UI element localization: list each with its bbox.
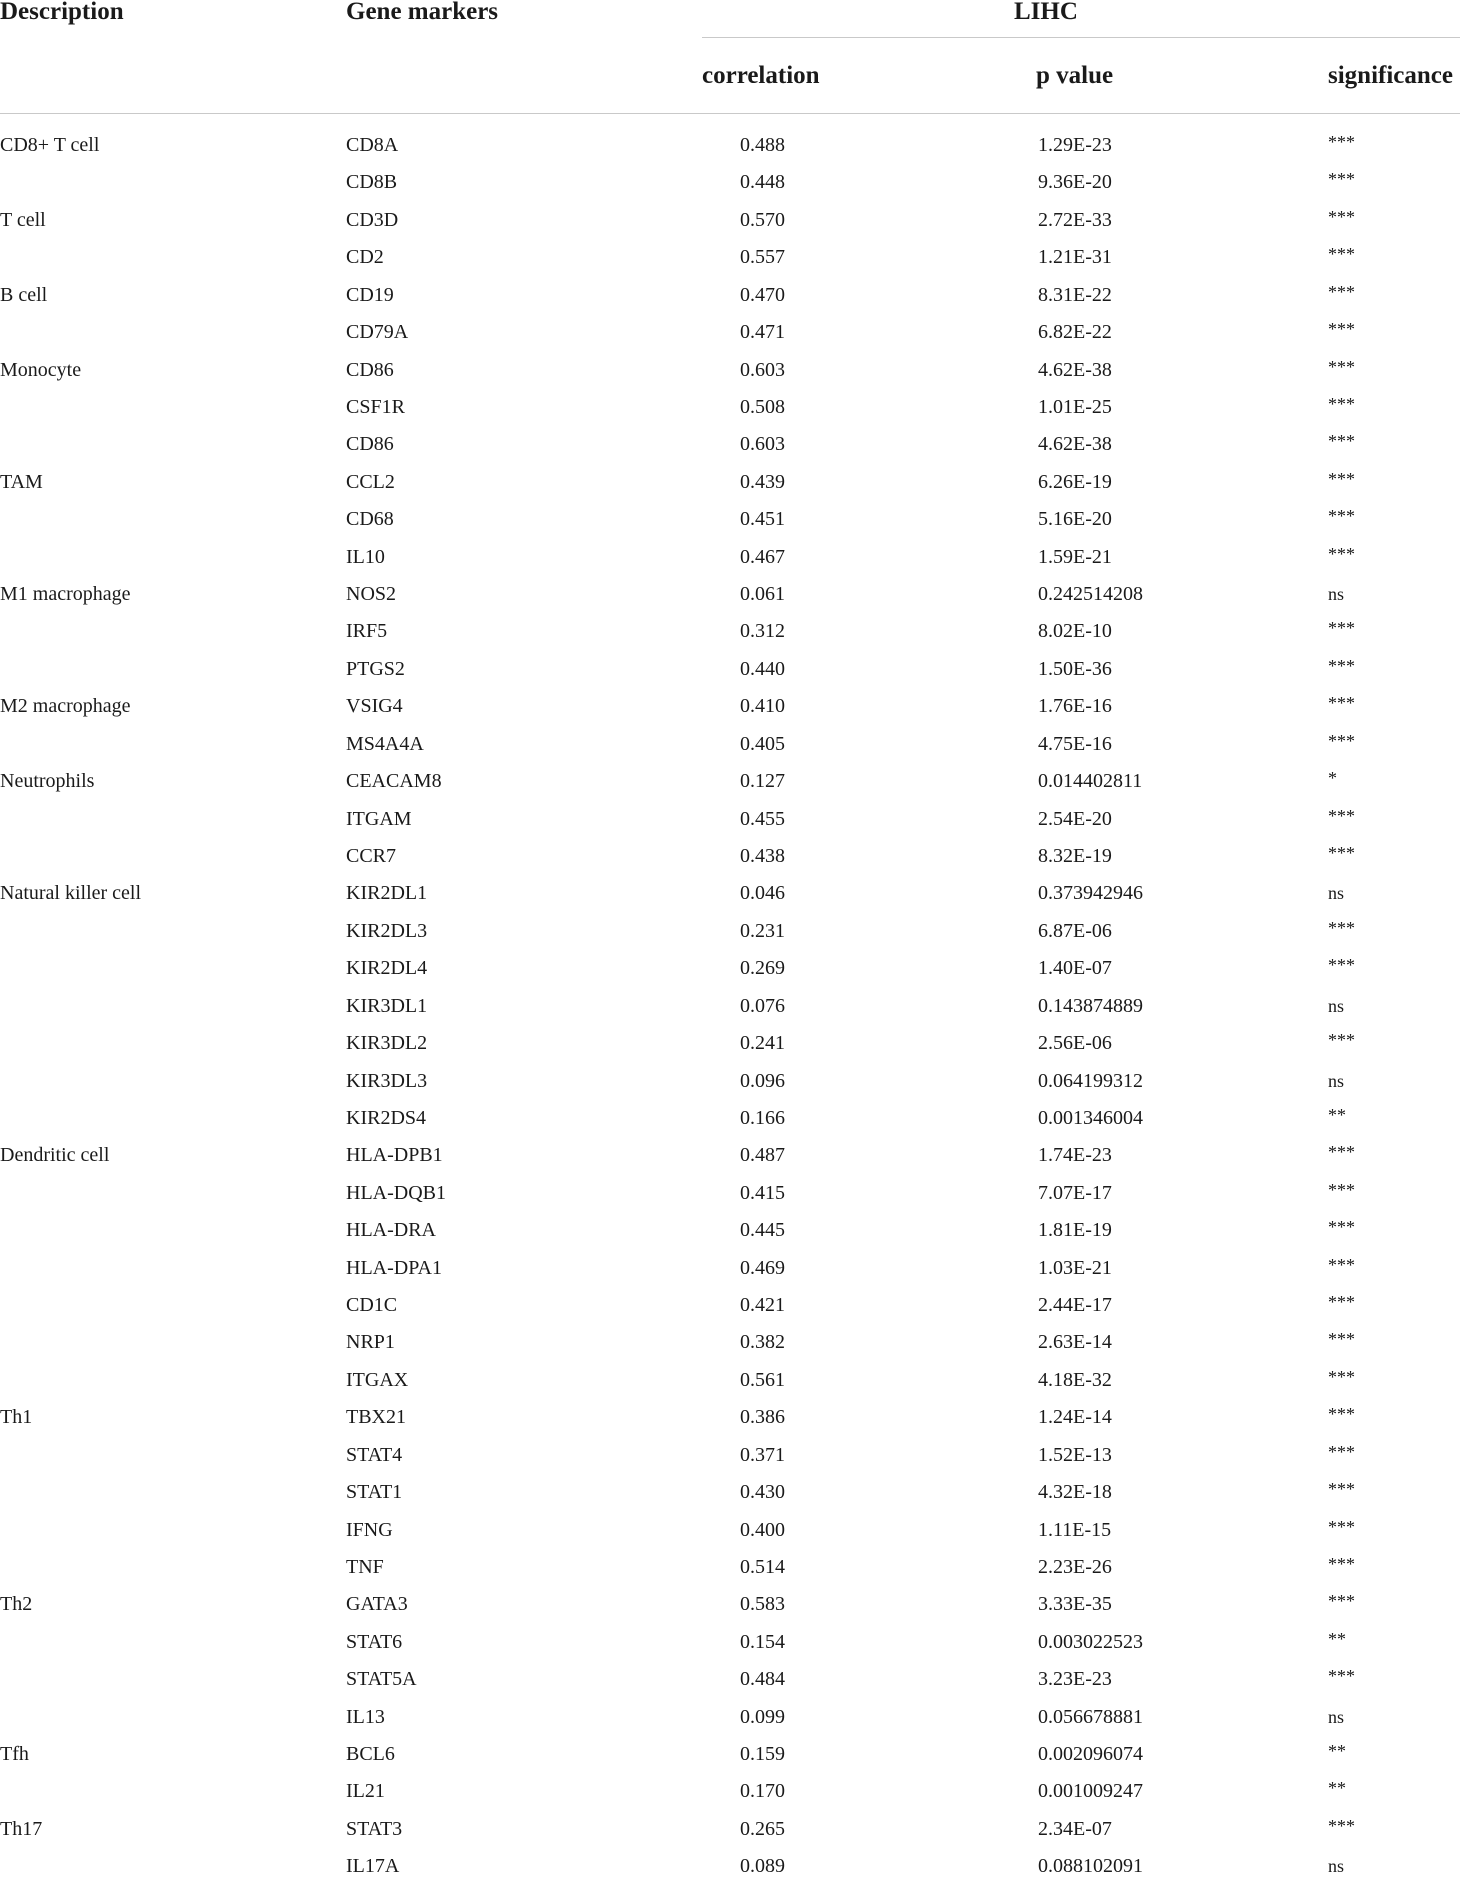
- cell-gene-marker: CCR7: [346, 845, 397, 867]
- cell-description: Th1: [0, 1406, 33, 1428]
- cell-p-value: 1.24E-14: [1038, 1406, 1112, 1428]
- cell-description: Neutrophils: [0, 770, 95, 792]
- cell-correlation: 0.410: [740, 695, 785, 717]
- cell-gene-marker: CD8B: [346, 171, 398, 193]
- cell-gene-marker: TBX21: [346, 1406, 406, 1428]
- cell-correlation: 0.400: [740, 1519, 785, 1541]
- cell-significance: ***: [1328, 1142, 1355, 1162]
- cell-gene-marker: HLA-DQB1: [346, 1182, 446, 1204]
- cell-gene-marker: STAT1: [346, 1481, 403, 1503]
- header-bottom-rule: [0, 113, 1460, 114]
- cell-correlation: 0.170: [740, 1780, 785, 1802]
- cell-p-value: 2.56E-06: [1038, 1032, 1112, 1054]
- cell-gene-marker: BCL6: [346, 1743, 395, 1765]
- cell-correlation: 0.096: [740, 1070, 785, 1092]
- cell-correlation: 0.508: [740, 396, 785, 418]
- cell-gene-marker: ITGAX: [346, 1369, 409, 1391]
- cell-significance: ns: [1328, 996, 1345, 1016]
- cell-significance: *: [1328, 768, 1337, 788]
- cell-description: Natural killer cell: [0, 882, 142, 904]
- cell-p-value: 0.064199312: [1038, 1070, 1143, 1092]
- cell-significance: **: [1328, 1105, 1346, 1125]
- cell-p-value: 2.23E-26: [1038, 1556, 1112, 1578]
- header-significance: significance: [1328, 62, 1453, 89]
- cell-significance: **: [1328, 1741, 1346, 1761]
- cell-significance: ***: [1328, 1367, 1355, 1387]
- cell-p-value: 1.81E-19: [1038, 1219, 1112, 1241]
- cell-gene-marker: STAT4: [346, 1444, 403, 1466]
- cell-correlation: 0.514: [740, 1556, 785, 1578]
- cell-p-value: 1.03E-21: [1038, 1257, 1112, 1279]
- cell-p-value: 0.001346004: [1038, 1107, 1143, 1129]
- cell-correlation: 0.469: [740, 1257, 785, 1279]
- cell-description: CD8+ T cell: [0, 134, 100, 156]
- cell-correlation: 0.241: [740, 1032, 785, 1054]
- cell-gene-marker: KIR3DL2: [346, 1032, 428, 1054]
- cell-correlation: 0.154: [740, 1631, 785, 1653]
- cell-gene-marker: MS4A4A: [346, 733, 424, 755]
- cell-gene-marker: STAT6: [346, 1631, 403, 1653]
- cell-gene-marker: KIR2DL4: [346, 957, 428, 979]
- cell-correlation: 0.415: [740, 1182, 785, 1204]
- cell-gene-marker: VSIG4: [346, 695, 403, 717]
- cell-correlation: 0.557: [740, 246, 785, 268]
- header-gene-markers: Gene markers: [346, 0, 499, 25]
- cell-correlation: 0.159: [740, 1743, 785, 1765]
- cell-correlation: 0.099: [740, 1706, 785, 1728]
- cell-p-value: 8.32E-19: [1038, 845, 1112, 867]
- cell-gene-marker: CD86: [346, 359, 394, 381]
- cell-gene-marker: IL17A: [346, 1855, 400, 1877]
- cell-p-value: 8.31E-22: [1038, 284, 1112, 306]
- cell-significance: ***: [1328, 1329, 1355, 1349]
- cell-correlation: 0.312: [740, 620, 785, 642]
- cell-gene-marker: KIR2DL1: [346, 882, 428, 904]
- cell-correlation: 0.484: [740, 1668, 785, 1690]
- cell-correlation: 0.440: [740, 658, 785, 680]
- cell-description: M1 macrophage: [0, 583, 131, 605]
- cell-p-value: 1.50E-36: [1038, 658, 1112, 680]
- cell-significance: ns: [1328, 584, 1345, 604]
- cell-gene-marker: IL21: [346, 1780, 385, 1802]
- cell-correlation: 0.583: [740, 1593, 785, 1615]
- cell-correlation: 0.603: [740, 433, 785, 455]
- group-header-rule: [702, 37, 1460, 38]
- cell-p-value: 4.75E-16: [1038, 733, 1112, 755]
- cell-correlation: 0.488: [740, 134, 785, 156]
- cell-p-value: 8.02E-10: [1038, 620, 1112, 642]
- cell-correlation: 0.439: [740, 471, 785, 493]
- cell-gene-marker: TNF: [346, 1556, 384, 1578]
- cell-p-value: 1.11E-15: [1038, 1519, 1112, 1541]
- cell-description: T cell: [0, 209, 46, 231]
- cell-correlation: 0.386: [740, 1406, 785, 1428]
- cell-significance: ***: [1328, 731, 1355, 751]
- cell-correlation: 0.445: [740, 1219, 785, 1241]
- cell-p-value: 2.72E-33: [1038, 209, 1112, 231]
- cell-significance: ns: [1328, 883, 1345, 903]
- cell-p-value: 4.18E-32: [1038, 1369, 1112, 1391]
- cell-significance: ***: [1328, 1255, 1355, 1275]
- cell-significance: ***: [1328, 244, 1355, 264]
- cell-description: M2 macrophage: [0, 695, 131, 717]
- cell-significance: ***: [1328, 431, 1355, 451]
- cell-p-value: 1.29E-23: [1038, 134, 1112, 156]
- cell-p-value: 0.242514208: [1038, 583, 1143, 605]
- cell-gene-marker: KIR2DL3: [346, 920, 428, 942]
- cell-significance: ***: [1328, 132, 1355, 152]
- cell-correlation: 0.405: [740, 733, 785, 755]
- cell-significance: ***: [1328, 1442, 1355, 1462]
- cell-correlation: 0.430: [740, 1481, 785, 1503]
- cell-gene-marker: CD19: [346, 284, 394, 306]
- cell-correlation: 0.603: [740, 359, 785, 381]
- cell-p-value: 9.36E-20: [1038, 171, 1112, 193]
- cell-p-value: 6.87E-06: [1038, 920, 1112, 942]
- cell-gene-marker: KIR2DS4: [346, 1107, 427, 1129]
- cell-correlation: 0.471: [740, 321, 785, 343]
- cell-p-value: 0.143874889: [1038, 995, 1143, 1017]
- cell-gene-marker: STAT3: [346, 1818, 403, 1840]
- header-p-value: p value: [1036, 62, 1114, 89]
- cell-p-value: 0.014402811: [1038, 770, 1143, 792]
- cell-significance: ***: [1328, 1030, 1355, 1050]
- cell-significance: ***: [1328, 1816, 1355, 1836]
- cell-significance: ns: [1328, 1071, 1345, 1091]
- cell-significance: ***: [1328, 843, 1355, 863]
- cell-correlation: 0.265: [740, 1818, 785, 1840]
- cell-gene-marker: IL10: [346, 546, 385, 568]
- cell-p-value: 0.088102091: [1038, 1855, 1143, 1877]
- cell-description: TAM: [0, 471, 43, 493]
- cell-gene-marker: CD1C: [346, 1294, 398, 1316]
- cell-gene-marker: CD2: [346, 246, 384, 268]
- cell-significance: ***: [1328, 1479, 1355, 1499]
- cell-gene-marker: CD68: [346, 508, 394, 530]
- cell-significance: ***: [1328, 1180, 1355, 1200]
- cell-p-value: 1.21E-31: [1038, 246, 1112, 268]
- cell-p-value: 3.23E-23: [1038, 1668, 1112, 1690]
- cell-p-value: 7.07E-17: [1038, 1182, 1112, 1204]
- cell-correlation: 0.451: [740, 508, 785, 530]
- cell-significance: ***: [1328, 1404, 1355, 1424]
- cell-p-value: 2.54E-20: [1038, 808, 1112, 830]
- cell-description: Monocyte: [0, 359, 82, 381]
- cell-significance: ***: [1328, 357, 1355, 377]
- cell-correlation: 0.061: [740, 583, 785, 605]
- cell-p-value: 2.34E-07: [1038, 1818, 1112, 1840]
- cell-p-value: 0.056678881: [1038, 1706, 1143, 1728]
- cell-gene-marker: CD8A: [346, 134, 399, 156]
- cell-significance: ns: [1328, 1856, 1345, 1876]
- cell-correlation: 0.455: [740, 808, 785, 830]
- cell-p-value: 0.001009247: [1038, 1780, 1143, 1802]
- cell-significance: ***: [1328, 693, 1355, 713]
- cell-p-value: 2.63E-14: [1038, 1331, 1112, 1353]
- cell-significance: ***: [1328, 918, 1355, 938]
- cell-correlation: 0.438: [740, 845, 785, 867]
- cell-correlation: 0.561: [740, 1369, 785, 1391]
- cell-correlation: 0.089: [740, 1855, 785, 1877]
- cell-p-value: 0.373942946: [1038, 882, 1143, 904]
- cell-gene-marker: NRP1: [346, 1331, 395, 1353]
- cell-correlation: 0.166: [740, 1107, 785, 1129]
- header-lihc-group: LIHC: [1014, 0, 1078, 25]
- cell-correlation: 0.570: [740, 209, 785, 231]
- cell-gene-marker: CD86: [346, 433, 394, 455]
- cell-significance: ***: [1328, 955, 1355, 975]
- cell-description: Dendritic cell: [0, 1144, 110, 1166]
- cell-gene-marker: IFNG: [346, 1519, 393, 1541]
- cell-correlation: 0.076: [740, 995, 785, 1017]
- cell-description: Th2: [0, 1593, 33, 1615]
- cell-gene-marker: CCL2: [346, 471, 395, 493]
- header-description: Description: [0, 0, 124, 25]
- cell-significance: ***: [1328, 207, 1355, 227]
- cell-gene-marker: IRF5: [346, 620, 388, 642]
- cell-gene-marker: HLA-DPB1: [346, 1144, 443, 1166]
- cell-significance: ***: [1328, 544, 1355, 564]
- cell-significance: ***: [1328, 1517, 1355, 1537]
- cell-gene-marker: GATA3: [346, 1593, 408, 1615]
- cell-p-value: 1.52E-13: [1038, 1444, 1112, 1466]
- cell-gene-marker: NOS2: [346, 583, 397, 605]
- cell-significance: ***: [1328, 282, 1355, 302]
- cell-description: Th17: [0, 1818, 43, 1840]
- cell-correlation: 0.470: [740, 284, 785, 306]
- cell-p-value: 0.003022523: [1038, 1631, 1143, 1653]
- cell-correlation: 0.269: [740, 957, 785, 979]
- cell-description: Tfh: [0, 1743, 29, 1765]
- cell-gene-marker: HLA-DRA: [346, 1219, 436, 1241]
- cell-gene-marker: CD3D: [346, 209, 399, 231]
- cell-p-value: 2.44E-17: [1038, 1294, 1112, 1316]
- cell-significance: **: [1328, 1778, 1346, 1798]
- cell-gene-marker: STAT5A: [346, 1668, 417, 1690]
- cell-p-value: 1.59E-21: [1038, 546, 1112, 568]
- cell-significance: ***: [1328, 1591, 1355, 1611]
- cell-significance: ***: [1328, 169, 1355, 189]
- cell-gene-marker: KIR3DL1: [346, 995, 428, 1017]
- cell-gene-marker: PTGS2: [346, 658, 405, 680]
- cell-significance: ***: [1328, 469, 1355, 489]
- cell-correlation: 0.487: [740, 1144, 785, 1166]
- cell-gene-marker: IL13: [346, 1706, 385, 1728]
- cell-significance: ***: [1328, 1292, 1355, 1312]
- cell-p-value: 1.01E-25: [1038, 396, 1112, 418]
- cell-p-value: 1.40E-07: [1038, 957, 1112, 979]
- cell-gene-marker: CEACAM8: [346, 770, 442, 792]
- cell-significance: ***: [1328, 319, 1355, 339]
- cell-significance: ***: [1328, 394, 1355, 414]
- cell-significance: ***: [1328, 1217, 1355, 1237]
- cell-p-value: 1.76E-16: [1038, 695, 1112, 717]
- cell-gene-marker: CD79A: [346, 321, 409, 343]
- header-correlation: correlation: [702, 62, 820, 89]
- cell-significance: ***: [1328, 1666, 1355, 1686]
- cell-significance: ***: [1328, 1554, 1355, 1574]
- cell-significance: ***: [1328, 806, 1355, 826]
- cell-p-value: 4.32E-18: [1038, 1481, 1112, 1503]
- cell-correlation: 0.467: [740, 546, 785, 568]
- cell-gene-marker: ITGAM: [346, 808, 412, 830]
- cell-p-value: 0.002096074: [1038, 1743, 1143, 1765]
- cell-description: B cell: [0, 284, 48, 306]
- cell-gene-marker: CSF1R: [346, 396, 405, 418]
- cell-correlation: 0.231: [740, 920, 785, 942]
- cell-significance: ns: [1328, 1707, 1345, 1727]
- cell-gene-marker: KIR3DL3: [346, 1070, 428, 1092]
- cell-correlation: 0.371: [740, 1444, 785, 1466]
- cell-p-value: 6.26E-19: [1038, 471, 1112, 493]
- cell-gene-marker: HLA-DPA1: [346, 1257, 442, 1279]
- cell-significance: ***: [1328, 618, 1355, 638]
- cell-p-value: 4.62E-38: [1038, 433, 1112, 455]
- cell-correlation: 0.421: [740, 1294, 785, 1316]
- cell-significance: ***: [1328, 656, 1355, 676]
- cell-correlation: 0.046: [740, 882, 785, 904]
- cell-p-value: 3.33E-35: [1038, 1593, 1112, 1615]
- cell-p-value: 6.82E-22: [1038, 321, 1112, 343]
- cell-correlation: 0.127: [740, 770, 785, 792]
- cell-significance: **: [1328, 1629, 1346, 1649]
- cell-p-value: 5.16E-20: [1038, 508, 1112, 530]
- cell-correlation: 0.382: [740, 1331, 785, 1353]
- cell-p-value: 4.62E-38: [1038, 359, 1112, 381]
- cell-correlation: 0.448: [740, 171, 785, 193]
- cell-p-value: 1.74E-23: [1038, 1144, 1112, 1166]
- cell-significance: ***: [1328, 506, 1355, 526]
